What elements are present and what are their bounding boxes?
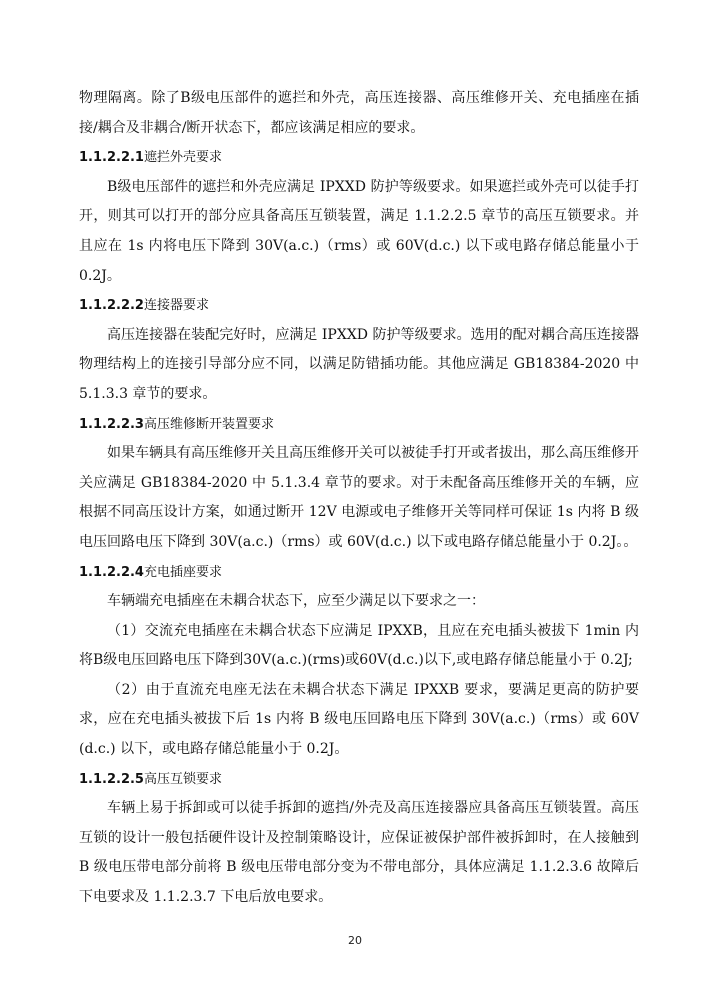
section-number: 1.1.2.2.2 bbox=[79, 298, 144, 314]
section-title: 高压维修断开装置要求 bbox=[143, 416, 274, 432]
paragraph-enclosure: B级电压部件的遮拦和外壳应满足 IPXXD 防护等级要求。如果遮拦或外壳可以徒手打开，则其可以打开的部分应具备高压互锁装置，满足 1.1.2.2.5 章节的高压互锁要求。并且应在 1s 内将电压下降到 30V(a.c.)（rms）或 60V(d.c.) 以下或电路存储总能量小于 0.2J。 bbox=[79, 178, 639, 284]
list-item-dc-socket: （2）由于直流充电座无法在未耦合状态下满足 IPXXB 要求，要满足更高的防护要求，应在充电插头被拔下后 1s 内将 B 级电压回路电压下降到 30V(a.c.)（rms）或 60V(d.c.) 以下，或电路存储总能量小于 0.2J。 bbox=[79, 681, 639, 758]
section-number: 1.1.2.2.3 bbox=[79, 416, 144, 432]
paragraph-intro: 物理隔离。除了B级电压部件的遮拦和外壳，高压连接器、高压维修开关、充电插座在插接/耦合及非耦合/断开状态下，都应该满足相应的要求。 bbox=[79, 90, 639, 136]
section-title: 高压互锁要求 bbox=[143, 771, 222, 787]
section-title: 遮拦外壳要求 bbox=[143, 150, 222, 166]
paragraph-service-disconnect: 如果车辆具有高压维修开关且高压维修开关可以被徒手打开或者拔出，那么高压维修开关应满足 GB18384-2020 中 5.1.3.4 章节的要求。对于未配备高压维修开关的车辆，应根据不同高压设计方案，如通过断开 12V 电源或电子维修开关等同样可保证 1s 内将 B 级电压回路电压下降到 30V(a.c.)（rms）或 60V(d.c.) 以下或电路存储总能量小于 0.2J。。 bbox=[79, 445, 639, 550]
section-heading-interlock bbox=[79, 765, 639, 795]
section-number: 1.1.2.2.4 bbox=[79, 564, 144, 580]
list-item-ac-socket: （1）交流充电插座在未耦合状态下应满足 IPXXB，且应在充电插头被拔下 1min 内将B级电压回路电压下降到30V(a.c.)(rms)或60V(d.c.)以下,或电路存储总能量小于 0.2J; bbox=[79, 622, 639, 669]
section-heading-service-disconnect bbox=[79, 410, 639, 440]
section-number: 1.1.2.2.1 bbox=[79, 150, 144, 166]
page-number: 20 bbox=[348, 934, 362, 947]
paragraph-charging-socket: 车辆端充电插座在未耦合状态下，应至少满足以下要求之一： bbox=[107, 593, 485, 610]
section-heading-charging-socket bbox=[79, 558, 639, 588]
section-title: 充电插座要求 bbox=[143, 564, 222, 580]
section-heading-connector bbox=[79, 291, 639, 321]
paragraph-interlock: 车辆上易于拆卸或可以徒手拆卸的遮挡/外壳及高压连接器应具备高压互锁装置。高压互锁的设计一般包括硬件设计及控制策略设计，应保证被保护部件被拆卸时，在人接触到 B 级电压带电部分前将 B 级电压带电部分变为不带电部分，具体应满足 1.1.2.3.6 故障后下电要求及 1.1.2.3.7 下电后放电要求。 bbox=[79, 800, 639, 906]
document-body bbox=[79, 84, 639, 913]
section-number: 1.1.2.2.5 bbox=[79, 771, 144, 787]
section-title: 连接器要求 bbox=[143, 298, 209, 314]
section-heading-enclosure bbox=[79, 143, 639, 173]
paragraph-connector: 高压连接器在装配完好时，应满足 IPXXD 防护等级要求。选用的配对耦合高压连接器物理结构上的连接引导部分应不同，以满足防错插功能。其他应满足 GB18384-2020 中 5.1.3.3 章节的要求。 bbox=[79, 326, 639, 402]
